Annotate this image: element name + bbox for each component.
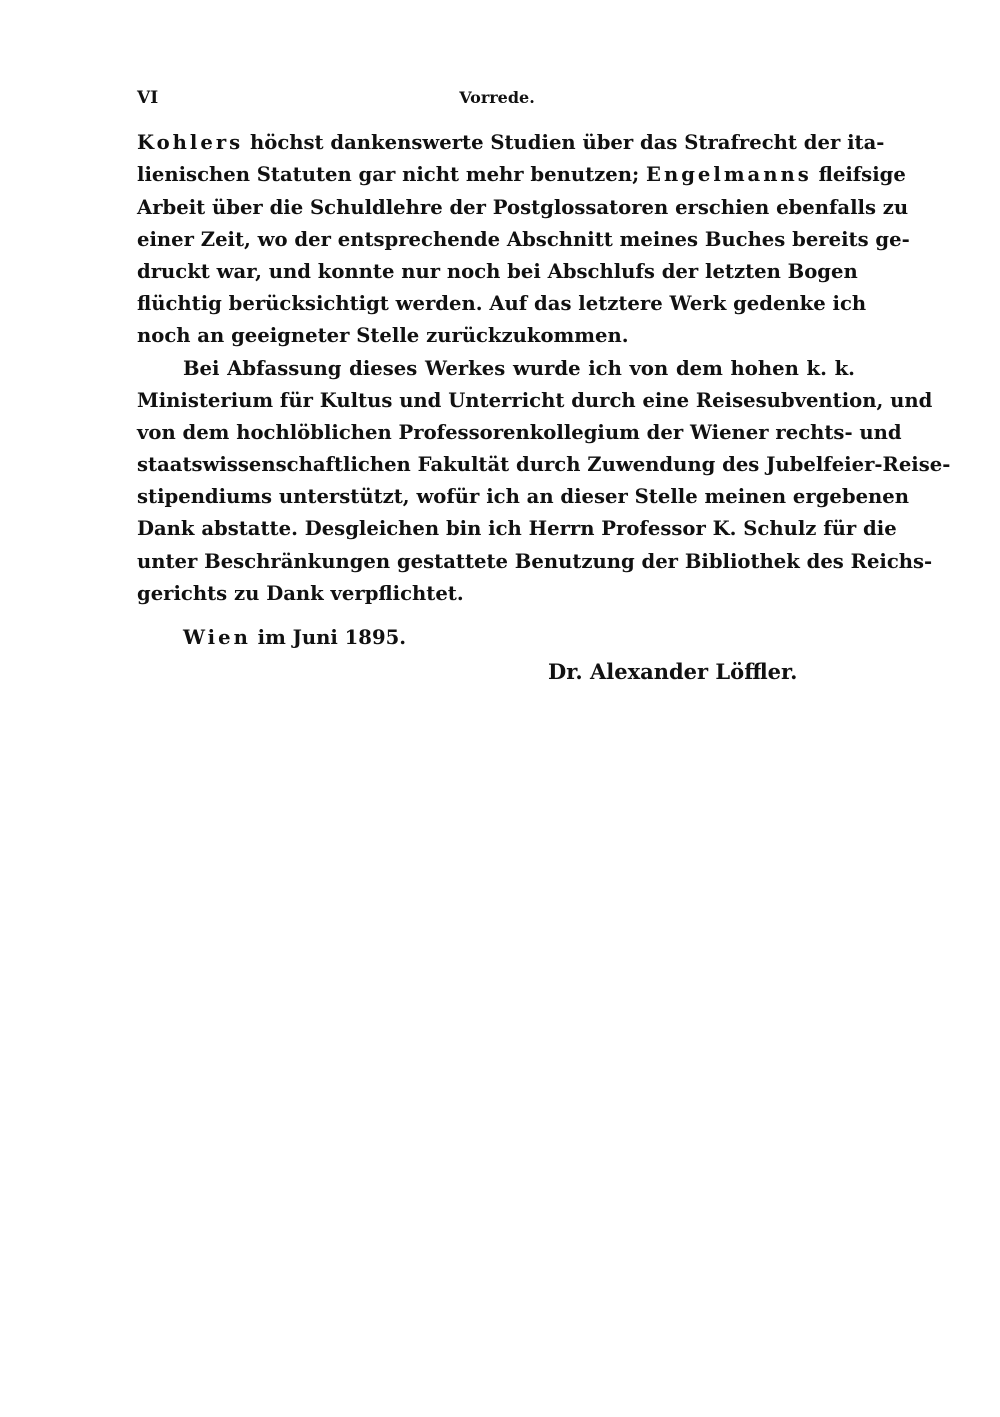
spaced-name: Engelmanns [646, 163, 812, 186]
line-text: höchst dankenswerte Studien über das Strafrecht der ita- [243, 131, 885, 154]
line-text: fleifsige [811, 163, 906, 186]
text-line: stipendiums unterstützt, wofür ich an dieser Stelle meinen ergebenen [137, 485, 909, 508]
place-date [183, 626, 406, 649]
text-line: noch an geeigneter Stelle zurückzukommen. [137, 324, 629, 347]
running-title: Vorrede. [459, 88, 535, 107]
text-line: einer Zeit, wo der entsprechende Abschnitt meines Buches bereits ge- [137, 228, 910, 251]
page-number: VI [137, 88, 159, 108]
text-line: Bei Abfassung dieses Werkes wurde ich von dem hohen k. k. [183, 357, 855, 380]
text-line: von dem hochlöblichen Professorenkollegium der Wiener rechts- und [137, 421, 902, 444]
text-line: gerichts zu Dank verpflichtet. [137, 582, 464, 605]
text-line [137, 128, 885, 158]
text-line [137, 160, 906, 190]
text-line: Arbeit über die Schuldlehre der Postglossatoren erschien ebenfalls zu [137, 196, 909, 219]
text-line: unter Beschränkungen gestattete Benutzung der Bibliothek des Reichs- [137, 550, 933, 573]
line-text: lienischen Statuten gar nicht mehr benutzen; [137, 163, 647, 186]
author-signature: Dr. Alexander Löffler. [548, 659, 798, 684]
text-line: druckt war, und konnte nur noch bei Abschlufs der letzten Bogen [137, 260, 858, 283]
text-line: staatswissenschaftlichen Fakultät durch Zuwendung des Jubelfeier-Reise- [137, 453, 951, 476]
text-line: Dank abstatte. Desgleichen bin ich Herrn Professor K. Schulz für die [137, 517, 897, 540]
text-line: flüchtig berücksichtigt werden. Auf das letztere Werk gedenke ich [137, 292, 867, 315]
place-name: Wien [183, 626, 251, 649]
text-line: Ministerium für Kultus und Unterricht durch eine Reisesubvention, und [137, 389, 933, 412]
spaced-name: Kohlers [137, 131, 244, 154]
date-text: im Juni 1895. [250, 626, 407, 649]
running-head [137, 88, 857, 112]
